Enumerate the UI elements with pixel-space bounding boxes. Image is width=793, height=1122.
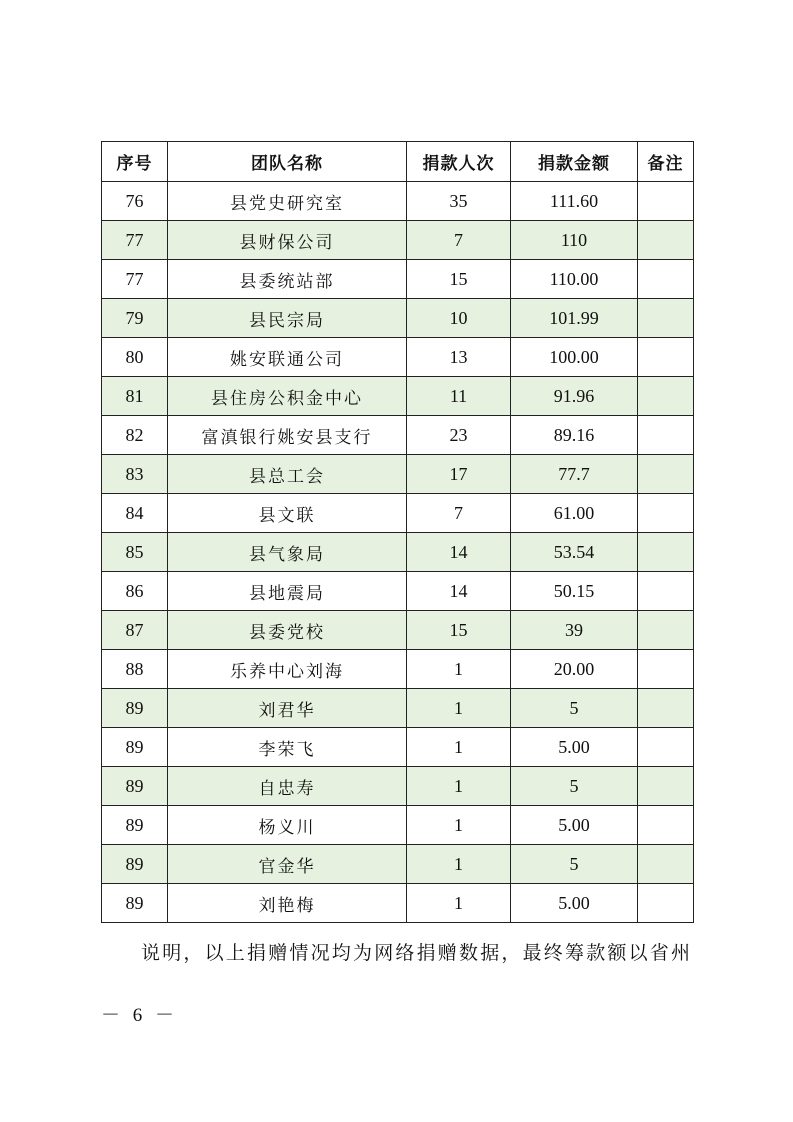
- cell-donation-amount: 111.60: [511, 182, 638, 221]
- table-row: [102, 182, 694, 221]
- cell-remarks: [638, 572, 694, 611]
- cell-donor-count: 1: [407, 884, 511, 923]
- cell-remarks: [638, 221, 694, 260]
- page-number: － 6 －: [101, 1005, 179, 1026]
- cell-team-name: 李荣飞: [168, 728, 407, 767]
- cell-serial-number: 77: [102, 221, 168, 260]
- cell-remarks: [638, 416, 694, 455]
- cell-remarks: [638, 611, 694, 650]
- cell-remarks: [638, 884, 694, 923]
- cell-team-name: 县气象局: [168, 533, 407, 572]
- cell-team-name: 县党史研究室: [168, 182, 407, 221]
- cell-serial-number: 89: [102, 845, 168, 884]
- cell-donor-count: 10: [407, 299, 511, 338]
- cell-remarks: [638, 806, 694, 845]
- cell-serial-number: 84: [102, 494, 168, 533]
- cell-remarks: [638, 767, 694, 806]
- cell-remarks: [638, 689, 694, 728]
- cell-donor-count: 7: [407, 221, 511, 260]
- cell-serial-number: 89: [102, 767, 168, 806]
- cell-remarks: [638, 455, 694, 494]
- table-row: [102, 377, 694, 416]
- cell-donation-amount: 77.7: [511, 455, 638, 494]
- cell-serial-number: 82: [102, 416, 168, 455]
- cell-team-name: 县财保公司: [168, 221, 407, 260]
- table-row: [102, 455, 694, 494]
- cell-remarks: [638, 377, 694, 416]
- cell-team-name: 刘君华: [168, 689, 407, 728]
- cell-donation-amount: 39: [511, 611, 638, 650]
- cell-serial-number: 89: [102, 728, 168, 767]
- cell-donor-count: 1: [407, 767, 511, 806]
- cell-team-name: 县地震局: [168, 572, 407, 611]
- cell-remarks: [638, 182, 694, 221]
- table-row: [102, 299, 694, 338]
- cell-donor-count: 11: [407, 377, 511, 416]
- cell-donation-amount: 101.99: [511, 299, 638, 338]
- cell-serial-number: 89: [102, 806, 168, 845]
- cell-donation-amount: 110: [511, 221, 638, 260]
- cell-donation-amount: 20.00: [511, 650, 638, 689]
- cell-donor-count: 1: [407, 650, 511, 689]
- cell-donation-amount: 110.00: [511, 260, 638, 299]
- table-row: [102, 221, 694, 260]
- table-row: [102, 572, 694, 611]
- cell-team-name: 乐养中心刘海: [168, 650, 407, 689]
- cell-donor-count: 15: [407, 611, 511, 650]
- cell-serial-number: 89: [102, 689, 168, 728]
- cell-donor-count: 23: [407, 416, 511, 455]
- cell-remarks: [638, 533, 694, 572]
- cell-donor-count: 1: [407, 689, 511, 728]
- cell-donor-count: 15: [407, 260, 511, 299]
- table-row: [102, 884, 694, 923]
- table-row: [102, 611, 694, 650]
- table-row: [102, 728, 694, 767]
- cell-donation-amount: 100.00: [511, 338, 638, 377]
- cell-remarks: [638, 494, 694, 533]
- cell-remarks: [638, 728, 694, 767]
- cell-donation-amount: 61.00: [511, 494, 638, 533]
- cell-remarks: [638, 260, 694, 299]
- table-row: [102, 767, 694, 806]
- cell-serial-number: 87: [102, 611, 168, 650]
- cell-team-name: 县民宗局: [168, 299, 407, 338]
- cell-donation-amount: 50.15: [511, 572, 638, 611]
- cell-donor-count: 1: [407, 806, 511, 845]
- cell-remarks: [638, 338, 694, 377]
- cell-donation-amount: 5.00: [511, 728, 638, 767]
- header-serial-number: 序号: [102, 142, 168, 182]
- cell-team-name: 官金华: [168, 845, 407, 884]
- table-row: [102, 689, 694, 728]
- table-row: [102, 533, 694, 572]
- table-row: [102, 338, 694, 377]
- cell-donation-amount: 5.00: [511, 806, 638, 845]
- cell-donor-count: 35: [407, 182, 511, 221]
- cell-serial-number: 89: [102, 884, 168, 923]
- table-row: [102, 260, 694, 299]
- header-team-name: 团队名称: [168, 142, 407, 182]
- table-header-row: [102, 142, 694, 182]
- table-row: [102, 650, 694, 689]
- cell-donor-count: 1: [407, 845, 511, 884]
- cell-donation-amount: 91.96: [511, 377, 638, 416]
- cell-team-name: 县总工会: [168, 455, 407, 494]
- cell-donor-count: 13: [407, 338, 511, 377]
- cell-donor-count: 7: [407, 494, 511, 533]
- table-row: [102, 416, 694, 455]
- table-body: [102, 182, 694, 923]
- table-row: [102, 494, 694, 533]
- cell-team-name: 县住房公积金中心: [168, 377, 407, 416]
- cell-serial-number: 79: [102, 299, 168, 338]
- cell-serial-number: 88: [102, 650, 168, 689]
- cell-team-name: 县委统站部: [168, 260, 407, 299]
- table-row: [102, 806, 694, 845]
- header-donation-amount: 捐款金额: [511, 142, 638, 182]
- cell-team-name: 杨义川: [168, 806, 407, 845]
- cell-team-name: 刘艳梅: [168, 884, 407, 923]
- cell-donor-count: 14: [407, 533, 511, 572]
- donation-table: [101, 141, 694, 923]
- cell-remarks: [638, 845, 694, 884]
- header-remarks: 备注: [638, 142, 694, 182]
- cell-donor-count: 17: [407, 455, 511, 494]
- cell-donation-amount: 89.16: [511, 416, 638, 455]
- cell-donation-amount: 5.00: [511, 884, 638, 923]
- explanation-note: 说明，以上捐赠情况均为网络捐赠数据，最终筹款额以省州: [141, 942, 693, 964]
- cell-team-name: 姚安联通公司: [168, 338, 407, 377]
- cell-remarks: [638, 299, 694, 338]
- cell-team-name: 县委党校: [168, 611, 407, 650]
- cell-serial-number: 86: [102, 572, 168, 611]
- cell-donation-amount: 5: [511, 845, 638, 884]
- cell-team-name: 富滇银行姚安县支行: [168, 416, 407, 455]
- cell-serial-number: 85: [102, 533, 168, 572]
- cell-donation-amount: 53.54: [511, 533, 638, 572]
- cell-serial-number: 76: [102, 182, 168, 221]
- cell-remarks: [638, 650, 694, 689]
- cell-team-name: 自忠寿: [168, 767, 407, 806]
- cell-team-name: 县文联: [168, 494, 407, 533]
- cell-serial-number: 77: [102, 260, 168, 299]
- cell-donor-count: 1: [407, 728, 511, 767]
- table-row: [102, 845, 694, 884]
- cell-serial-number: 80: [102, 338, 168, 377]
- cell-donor-count: 14: [407, 572, 511, 611]
- header-donor-count: 捐款人次: [407, 142, 511, 182]
- cell-serial-number: 83: [102, 455, 168, 494]
- cell-donation-amount: 5: [511, 767, 638, 806]
- cell-serial-number: 81: [102, 377, 168, 416]
- cell-donation-amount: 5: [511, 689, 638, 728]
